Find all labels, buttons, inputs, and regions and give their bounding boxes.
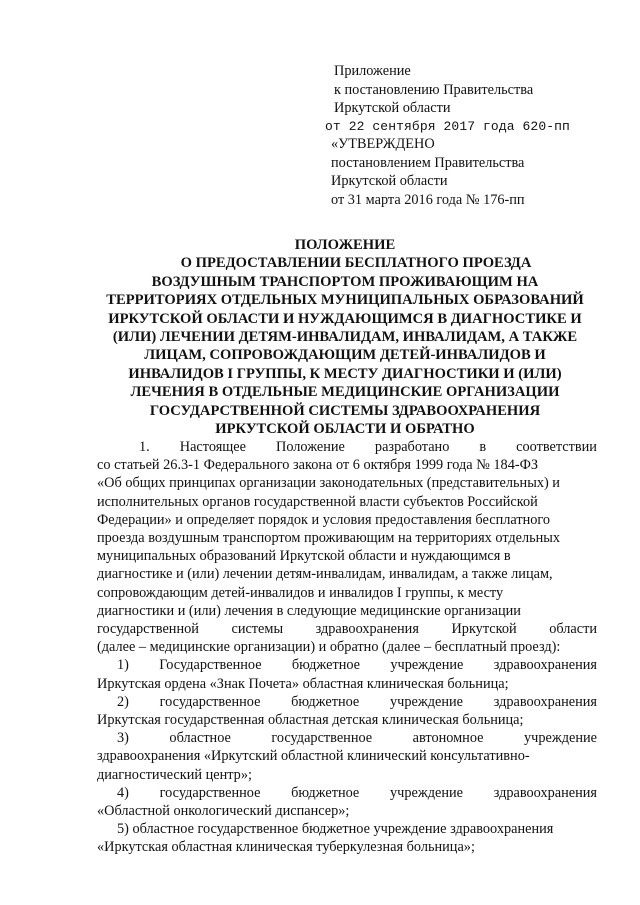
word: 1. [139, 439, 150, 455]
paragraph-line: диагностике и (или) лечении детям-инвалидам, инвалидам, а также лицам, [97, 566, 553, 583]
word: здравоохранения [315, 621, 419, 638]
paragraph-line: Федерации» и определяет порядок и условия предоставления бесплатного [97, 511, 551, 528]
paragraph-line [97, 438, 597, 456]
paragraph-line: диагностики и (или) лечения в следующие медицинские организации [97, 602, 521, 619]
word: Настоящее [179, 439, 246, 455]
approval-block [331, 135, 525, 209]
approved-date: от 31 марта 2016 года № 176-пп [331, 191, 525, 208]
word: Положение [276, 439, 345, 455]
paragraph-line: муниципальных образований Иркутской области и нуждающимся в [97, 548, 511, 565]
appendix-date-stamp: от 22 сентября 2017 года 620-пп [325, 118, 570, 134]
list-item-line [97, 656, 597, 674]
paragraph-line: сопровождающим детей-инвалидов и инвалидов I группы, к месту [97, 584, 504, 601]
paragraph-line: исполнительных органов государственной власти субъектов Российской [97, 493, 538, 510]
word: Иркутской [451, 621, 517, 638]
paragraph-line: (далее – медицинские организации) и обратно (далее – бесплатный проезд): [97, 639, 561, 656]
word: учреждение [390, 693, 463, 710]
word: государственной [97, 621, 199, 638]
appendix-label: Приложение [334, 63, 411, 79]
title-line: ПОЛОЖЕНИЕ [294, 237, 396, 253]
paragraph-line: проезда воздушным транспортом проживающим на территориях отдельных [97, 530, 561, 547]
word: в [479, 439, 487, 455]
word: государственное [159, 693, 261, 710]
title-line: (ИЛИ) ЛЕЧЕНИИ ДЕТЯМ-ИНВАЛИДАМ, ИНВАЛИДАМ, А ТАКЖЕ [112, 329, 578, 346]
word: бюджетное [291, 784, 360, 801]
appendix-header [325, 62, 570, 136]
word: областное [169, 730, 231, 747]
title-line: ЛИЦАМ, СОПРОВОЖДАЮЩИМ ДЕТЕЙ-ИНВАЛИДОВ И [144, 347, 546, 364]
paragraph-line: «Об общих принципах организации законодательных (представительных) и [97, 475, 560, 492]
title-line: ТЕРРИТОРИЯХ ОТДЕЛЬНЫХ МУНИЦИПАЛЬНЫХ ОБРАЗОВАНИЙ [106, 292, 584, 309]
word: 4) [117, 784, 129, 801]
word: 1) [117, 657, 129, 674]
word: 3) [117, 730, 129, 747]
word: области [549, 621, 597, 638]
paragraph-line: со статьей 26.3-1 Федерального закона от 6 октября 1999 года № 184-ФЗ [97, 457, 539, 474]
word: учреждение [390, 657, 464, 674]
word: бюджетное [291, 693, 360, 710]
word: государственное [159, 784, 261, 801]
list-item-line: диагностический центр»; [97, 766, 252, 783]
word: здравоохранения [493, 784, 597, 801]
approved-label: «УТВЕРЖДЕНО [331, 136, 435, 152]
approved-region: Иркутской области [331, 173, 448, 189]
word: 2) [117, 693, 129, 710]
list-item-line: «Областной онкологический диспансер»; [97, 803, 350, 820]
paragraph-line [97, 620, 597, 638]
document-body [97, 438, 597, 857]
title-line: ГОСУДАРСТВЕННОЙ СИСТЕМЫ ЗДРАВООХРАНЕНИЯ [149, 402, 541, 419]
list-item-line [97, 693, 597, 711]
title-line: ВОЗДУШНЫМ ТРАНСПОРТОМ ПРОЖИВАЮЩИМ НА [151, 273, 539, 290]
title-line: ИРКУТСКОЙ ОБЛАСТИ И ОБРАТНО [215, 421, 475, 438]
title-line: ИНВАЛИДОВ I ГРУППЫ, К МЕСТУ ДИАГНОСТИКИ И (ИЛИ) [128, 365, 562, 382]
list-item-line: «Иркутская областная клиническая туберкулезная больница»; [97, 839, 475, 856]
list-item-line [97, 729, 597, 747]
word: Государственное [159, 657, 262, 674]
list-item-line: Иркутская ордена «Знак Почета» областная клиническая больница; [97, 675, 509, 692]
word: государственное [271, 730, 373, 747]
word: бюджетное [291, 657, 361, 674]
word: системы [231, 621, 284, 638]
word: учреждение [390, 784, 463, 801]
list-item-line [97, 784, 597, 802]
list-item-line: Иркутская государственная областная детская клиническая больница; [97, 712, 524, 729]
appendix-region: Иркутской области [334, 100, 451, 116]
document-title [86, 236, 604, 438]
title-line: ИРКУТСКОЙ ОБЛАСТИ И НУЖДАЮЩИМСЯ В ДИАГНОСТИКЕ И [108, 310, 582, 327]
word: учреждение [524, 730, 597, 747]
title-line: О ПРЕДОСТАВЛЕНИИ БЕСПЛАТНОГО ПРОЕЗДА [180, 255, 532, 272]
title-line: ЛЕЧЕНИЯ В ОТДЕЛЬНЫЕ МЕДИЦИНСКИЕ ОРГАНИЗАЦИИ [130, 384, 560, 401]
appendix-resolution: к постановлению Правительства [334, 81, 534, 98]
word: разработано [374, 439, 450, 455]
word: здравоохранения [493, 693, 597, 710]
approved-by: постановлением Правительства [331, 154, 525, 171]
list-item-line: 5) областное государственное бюджетное учреждение здравоохранения [117, 821, 554, 838]
list-item-line: здравоохранения «Иркутский областной клинический консультативно- [97, 748, 530, 765]
word: здравоохранения [493, 657, 597, 674]
word: соответствии [516, 439, 597, 455]
word: автономное [412, 730, 484, 747]
